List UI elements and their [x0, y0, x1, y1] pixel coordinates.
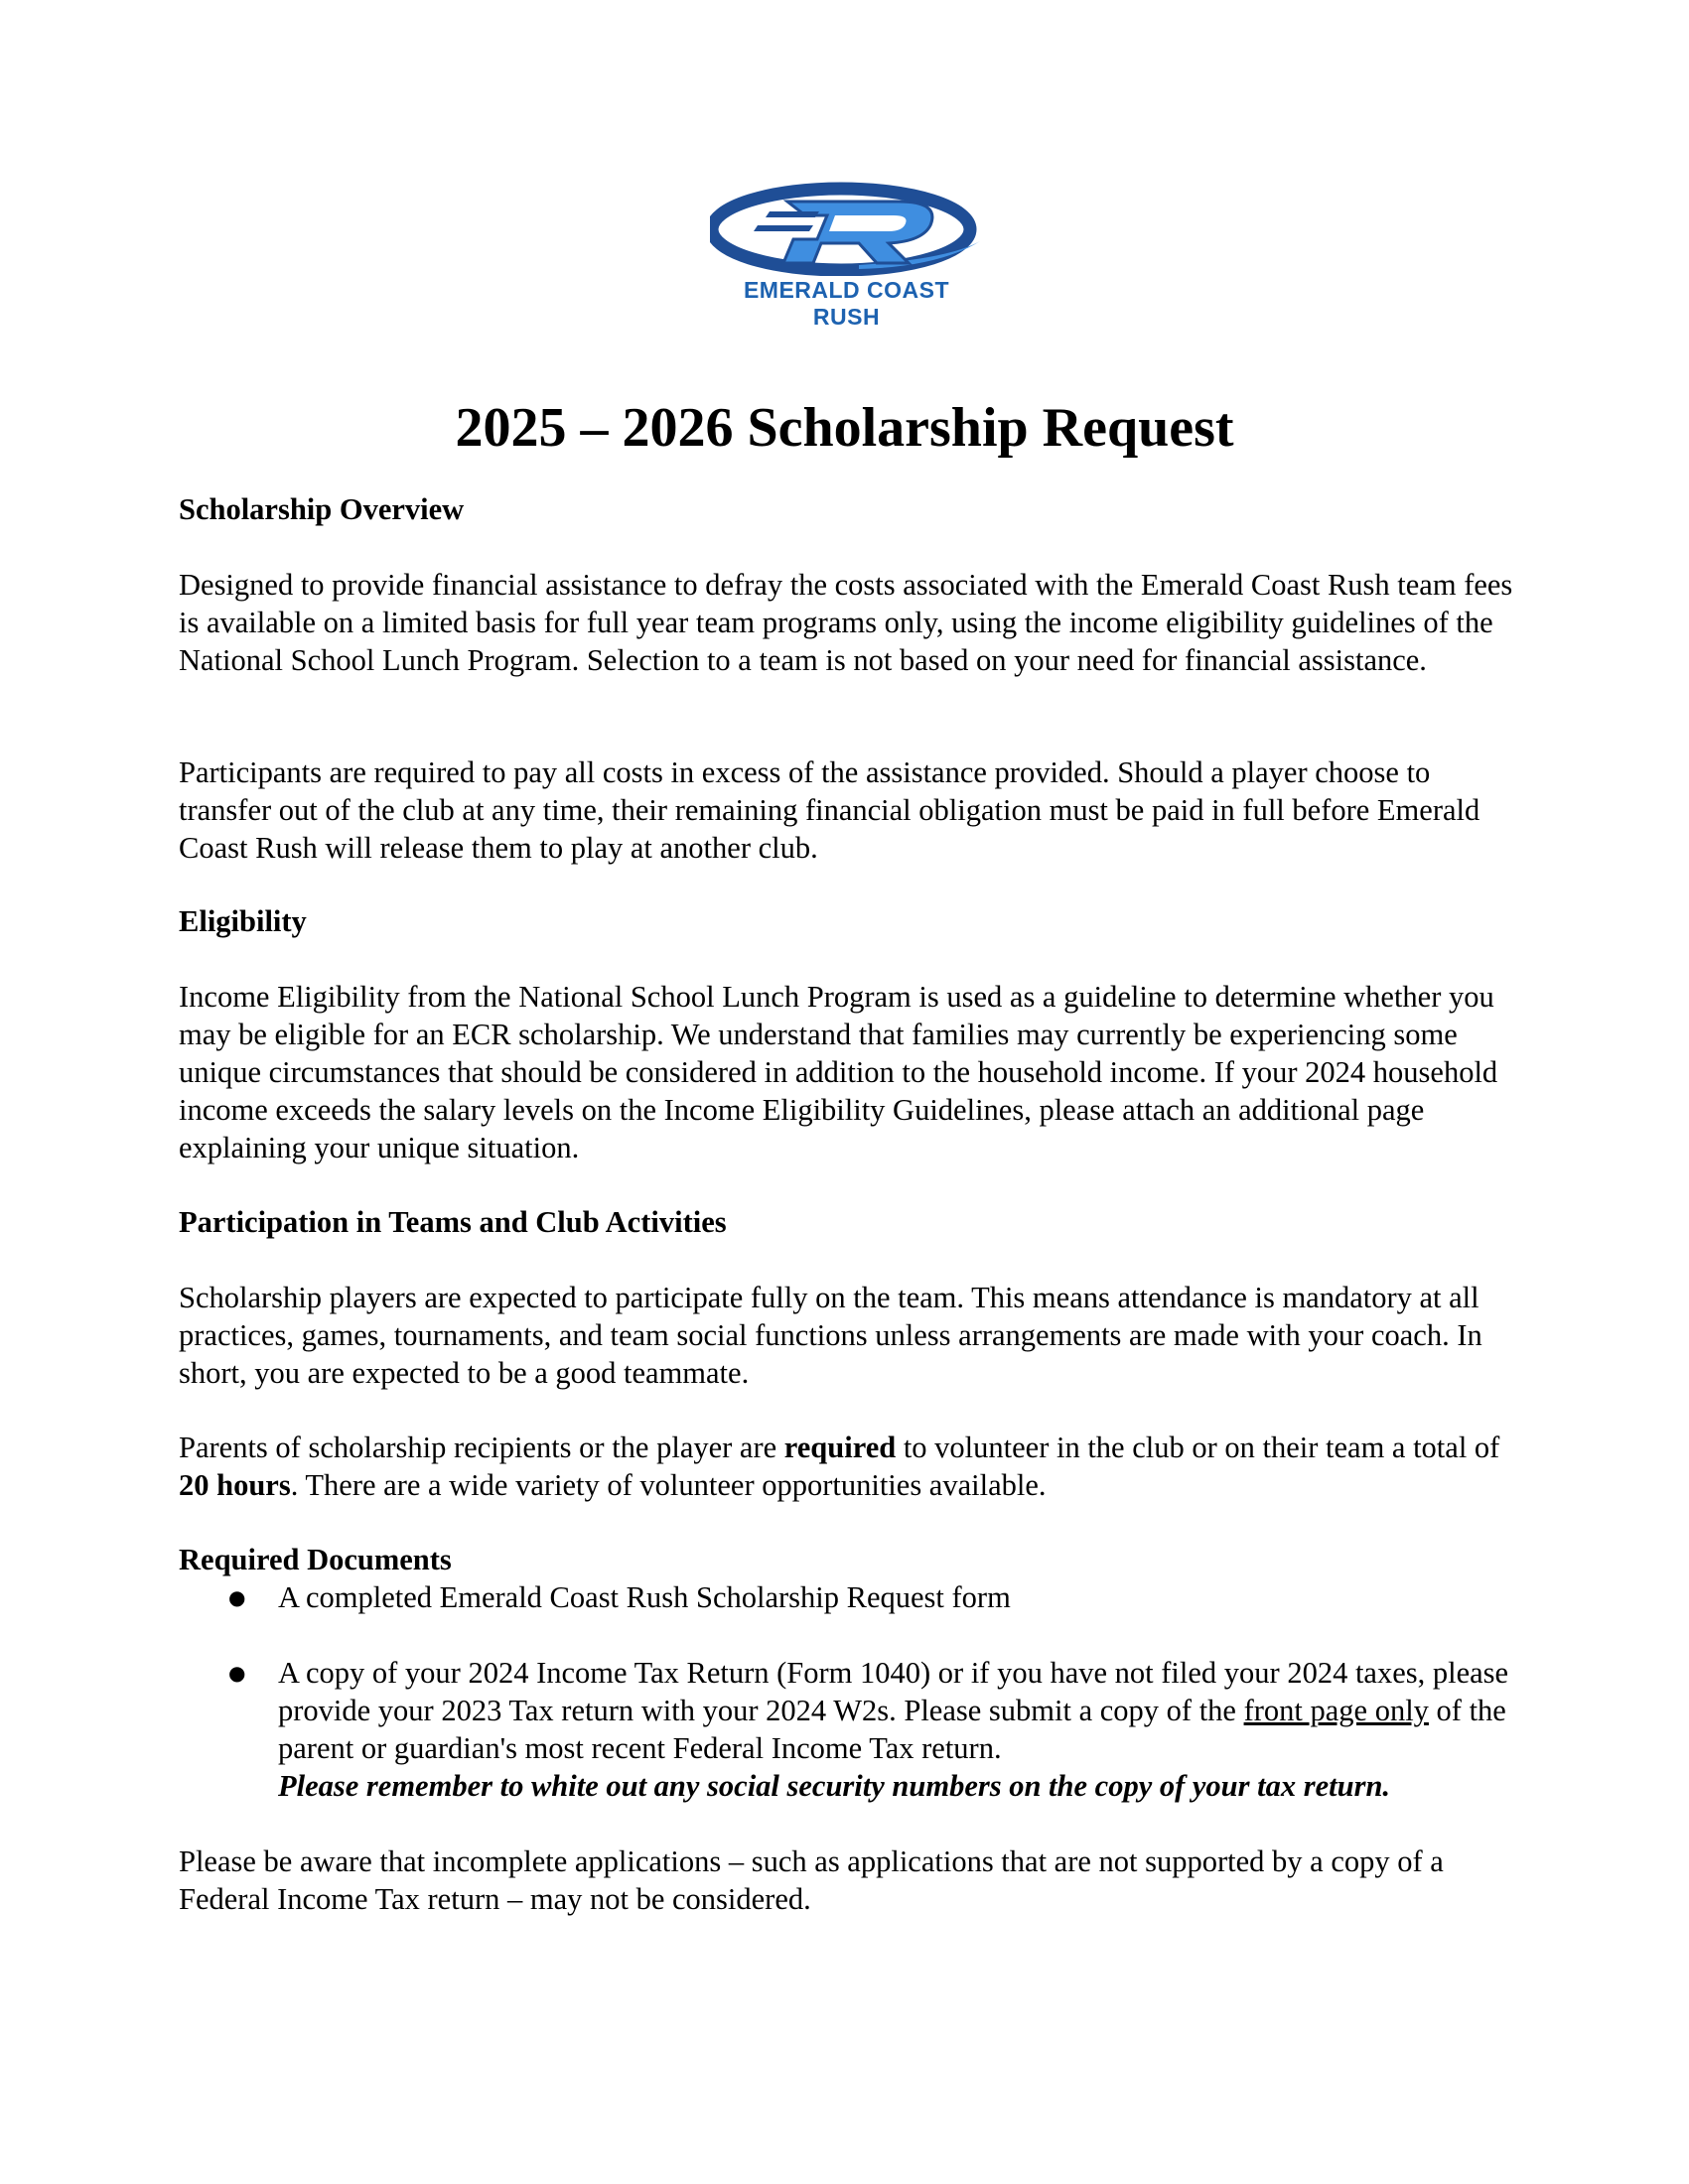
heading-eligibility: Eligibility: [179, 904, 307, 938]
bullet-icon: ●: [228, 1585, 246, 1609]
tax-return-text-a: A copy of your 2024 Income Tax Return (Form 1040) or if you have not filed your 2024 taxes, please provide your 2023 Tax return with your 2024 W2s. Please submit a copy of the: [278, 1656, 1509, 1727]
heading-required-documents: Required Documents: [179, 1543, 452, 1576]
required-doc-item-1: A completed Emerald Coast Rush Scholarship Request form: [278, 1580, 1011, 1614]
bullet-icon: ●: [228, 1661, 246, 1685]
required-doc-item-2: [278, 1654, 1529, 1805]
closing-paragraph: Please be aware that incomplete applications – such as applications that are not supported by a copy of a Federal Income Tax return – may not be considered.: [179, 1844, 1444, 1916]
page-title: 2025 – 2026 Scholarship Request: [455, 397, 1234, 459]
tax-return-text-b: of the parent or guardian's most recent Federal Income Tax return.: [278, 1694, 1506, 1765]
eligibility-paragraph: Income Eligibility from the National School Lunch Program is used as a guideline to determine whether you may be eligible for an ECR scholarship. We understand that families may currently be experiencing some unique circumstances that should be considered in addition to the household income. If your 2024 household income exceeds the salary levels on the Income Eligibility Guidelines, please attach an additional page explaining your unique situation.: [179, 980, 1498, 1164]
volunteer-text-a: Parents of scholarship recipients or the player are: [179, 1431, 784, 1464]
volunteer-hours: 20 hours: [179, 1468, 291, 1502]
list-item: [179, 1578, 1529, 1618]
ssn-warning: Please remember to white out any social security numbers on the copy of your tax return.: [278, 1769, 1391, 1803]
list-item: [179, 1654, 1529, 1813]
volunteer-required: required: [783, 1431, 897, 1464]
overview-paragraph-1: Designed to provide financial assistance to defray the costs associated with the Emerald Coast Rush team fees is available on a limited basis for full year team programs only, using the income eligibility guidelines of the National School Lunch Program. Selection to a team is not based on your need for financial assistance.: [179, 568, 1513, 677]
participation-paragraph-1: Scholarship players are expected to participate fully on the team. This means attendance is mandatory at all practices, games, tournaments, and team social functions unless arrangements are made with your coach. In short, you are expected to be a good teammate.: [179, 1281, 1482, 1390]
overview-paragraph-2: Participants are required to pay all costs in excess of the assistance provided. Should a player choose to transfer out of the club at any time, their remaining financial obligation must be paid in full before Emerald Coast Rush will release them to play at another club.: [179, 755, 1480, 865]
heading-scholarship-overview: Scholarship Overview: [179, 492, 465, 526]
heading-participation: Participation in Teams and Club Activities: [179, 1205, 727, 1239]
rush-r-swoosh-logo-icon: [710, 182, 983, 276]
volunteer-text-b: to volunteer in the club or on their team a total of: [896, 1431, 1500, 1464]
logo-text: EMERALD COAST RUSH: [743, 277, 950, 330]
club-logo: [710, 182, 983, 330]
front-page-only: front page only: [1243, 1694, 1429, 1727]
participation-paragraph-2: [179, 1429, 1529, 1504]
volunteer-text-c: . There are a wide variety of volunteer opportunities available.: [290, 1468, 1047, 1502]
